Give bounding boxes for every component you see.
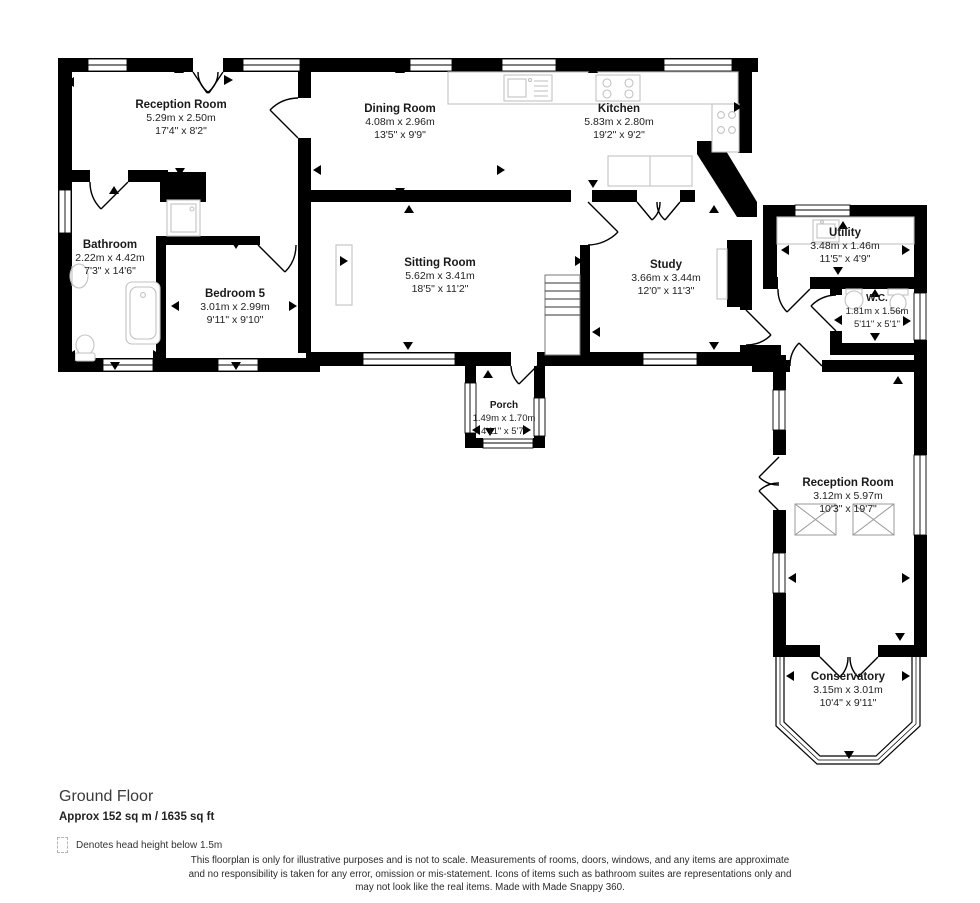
door-arc [746,310,771,345]
kitchen-island [608,156,692,186]
disclaimer-line: This floorplan is only for illustrative purposes and is not to scale. Measurements of rooms, doors, windows, and any items are approximate [190,855,790,866]
room-label-bedroom-5: Bedroom 5 3.01m x 2.99m 9'11" x 9'10" [200,288,270,326]
room-label-reception-room-2: Reception Room 3.12m x 5.97m 10'3" x 19'7" [802,477,894,515]
window [88,59,127,71]
disclaimer-line: may not look like the real items. Made with Made Snappy 360. [355,882,625,893]
room-name: Reception Room [135,99,227,111]
floor-area: Approx 152 sq m / 1635 sq ft [59,811,215,823]
room-label-wc: W.C. 1.81m x 1.56m 5'11" x 5'1" [845,293,909,330]
room-label-study: Study 3.66m x 3.44m 12'0" x 11'3" [631,259,701,297]
door-arc [790,343,822,366]
door-arc [270,98,298,138]
window [643,353,697,365]
head-height-legend-label: Denotes head height below 1.5m [76,839,223,851]
head-height-legend [57,837,222,853]
room-label-reception-room-1 [101,99,261,138]
window [363,353,455,365]
window [795,205,850,216]
window [502,59,556,71]
door-arc [198,72,223,93]
door-arc [588,202,618,245]
kitchen-counter [448,72,738,104]
room-label-conservatory: Conservatory 3.15m x 3.01m 10'4" x 9'11" [810,671,886,709]
window [664,59,732,71]
room-label-dining-room: Dining Room 4.08m x 2.96m 13'5" x 9'9" [364,103,436,141]
head-height-swatch-icon [57,837,68,853]
room-label-porch: Porch 1.49m x 1.70m 4'11" x 5'7" [472,400,536,437]
window [243,59,300,71]
window [483,439,533,448]
shower-icon [167,200,200,236]
floor-title: Ground Floor [59,788,154,805]
window [773,390,785,430]
door-arc [511,366,537,384]
room-dim-imperial: 17'4" x 8'2" [155,125,207,137]
window [410,59,452,71]
window [59,190,71,233]
toilet-icon [75,335,95,361]
disclaimer-line: and no responsibility is taken for any error, omission or mis-statement. Icons of items such as bathroom suites are representations only and [188,868,792,880]
room-dim-metric: 5.29m x 2.50m [146,112,216,124]
sitting-room-fireplace [336,245,352,305]
doors [90,72,878,677]
door-arc [258,245,296,272]
room-label-kitchen: Kitchen 5.83m x 2.80m 19'2" x 9'2" [584,103,654,141]
window [773,553,785,593]
disclaimer [0,854,980,895]
kitchen-sink-icon [504,75,552,101]
hob-icon [596,75,640,101]
room-label-bathroom: Bathroom 2.22m x 4.42m 7'3" x 14'6" [75,239,145,277]
door-arc [90,182,128,209]
walls [58,57,927,657]
room-label-sitting-room: Sitting Room 5.62m x 3.41m 18'5" x 11'2" [404,257,476,295]
room-label-utility: Utility 3.48m x 1.46m 11'5" x 4'9" [810,227,880,265]
stairs [545,275,580,355]
window [103,359,153,371]
